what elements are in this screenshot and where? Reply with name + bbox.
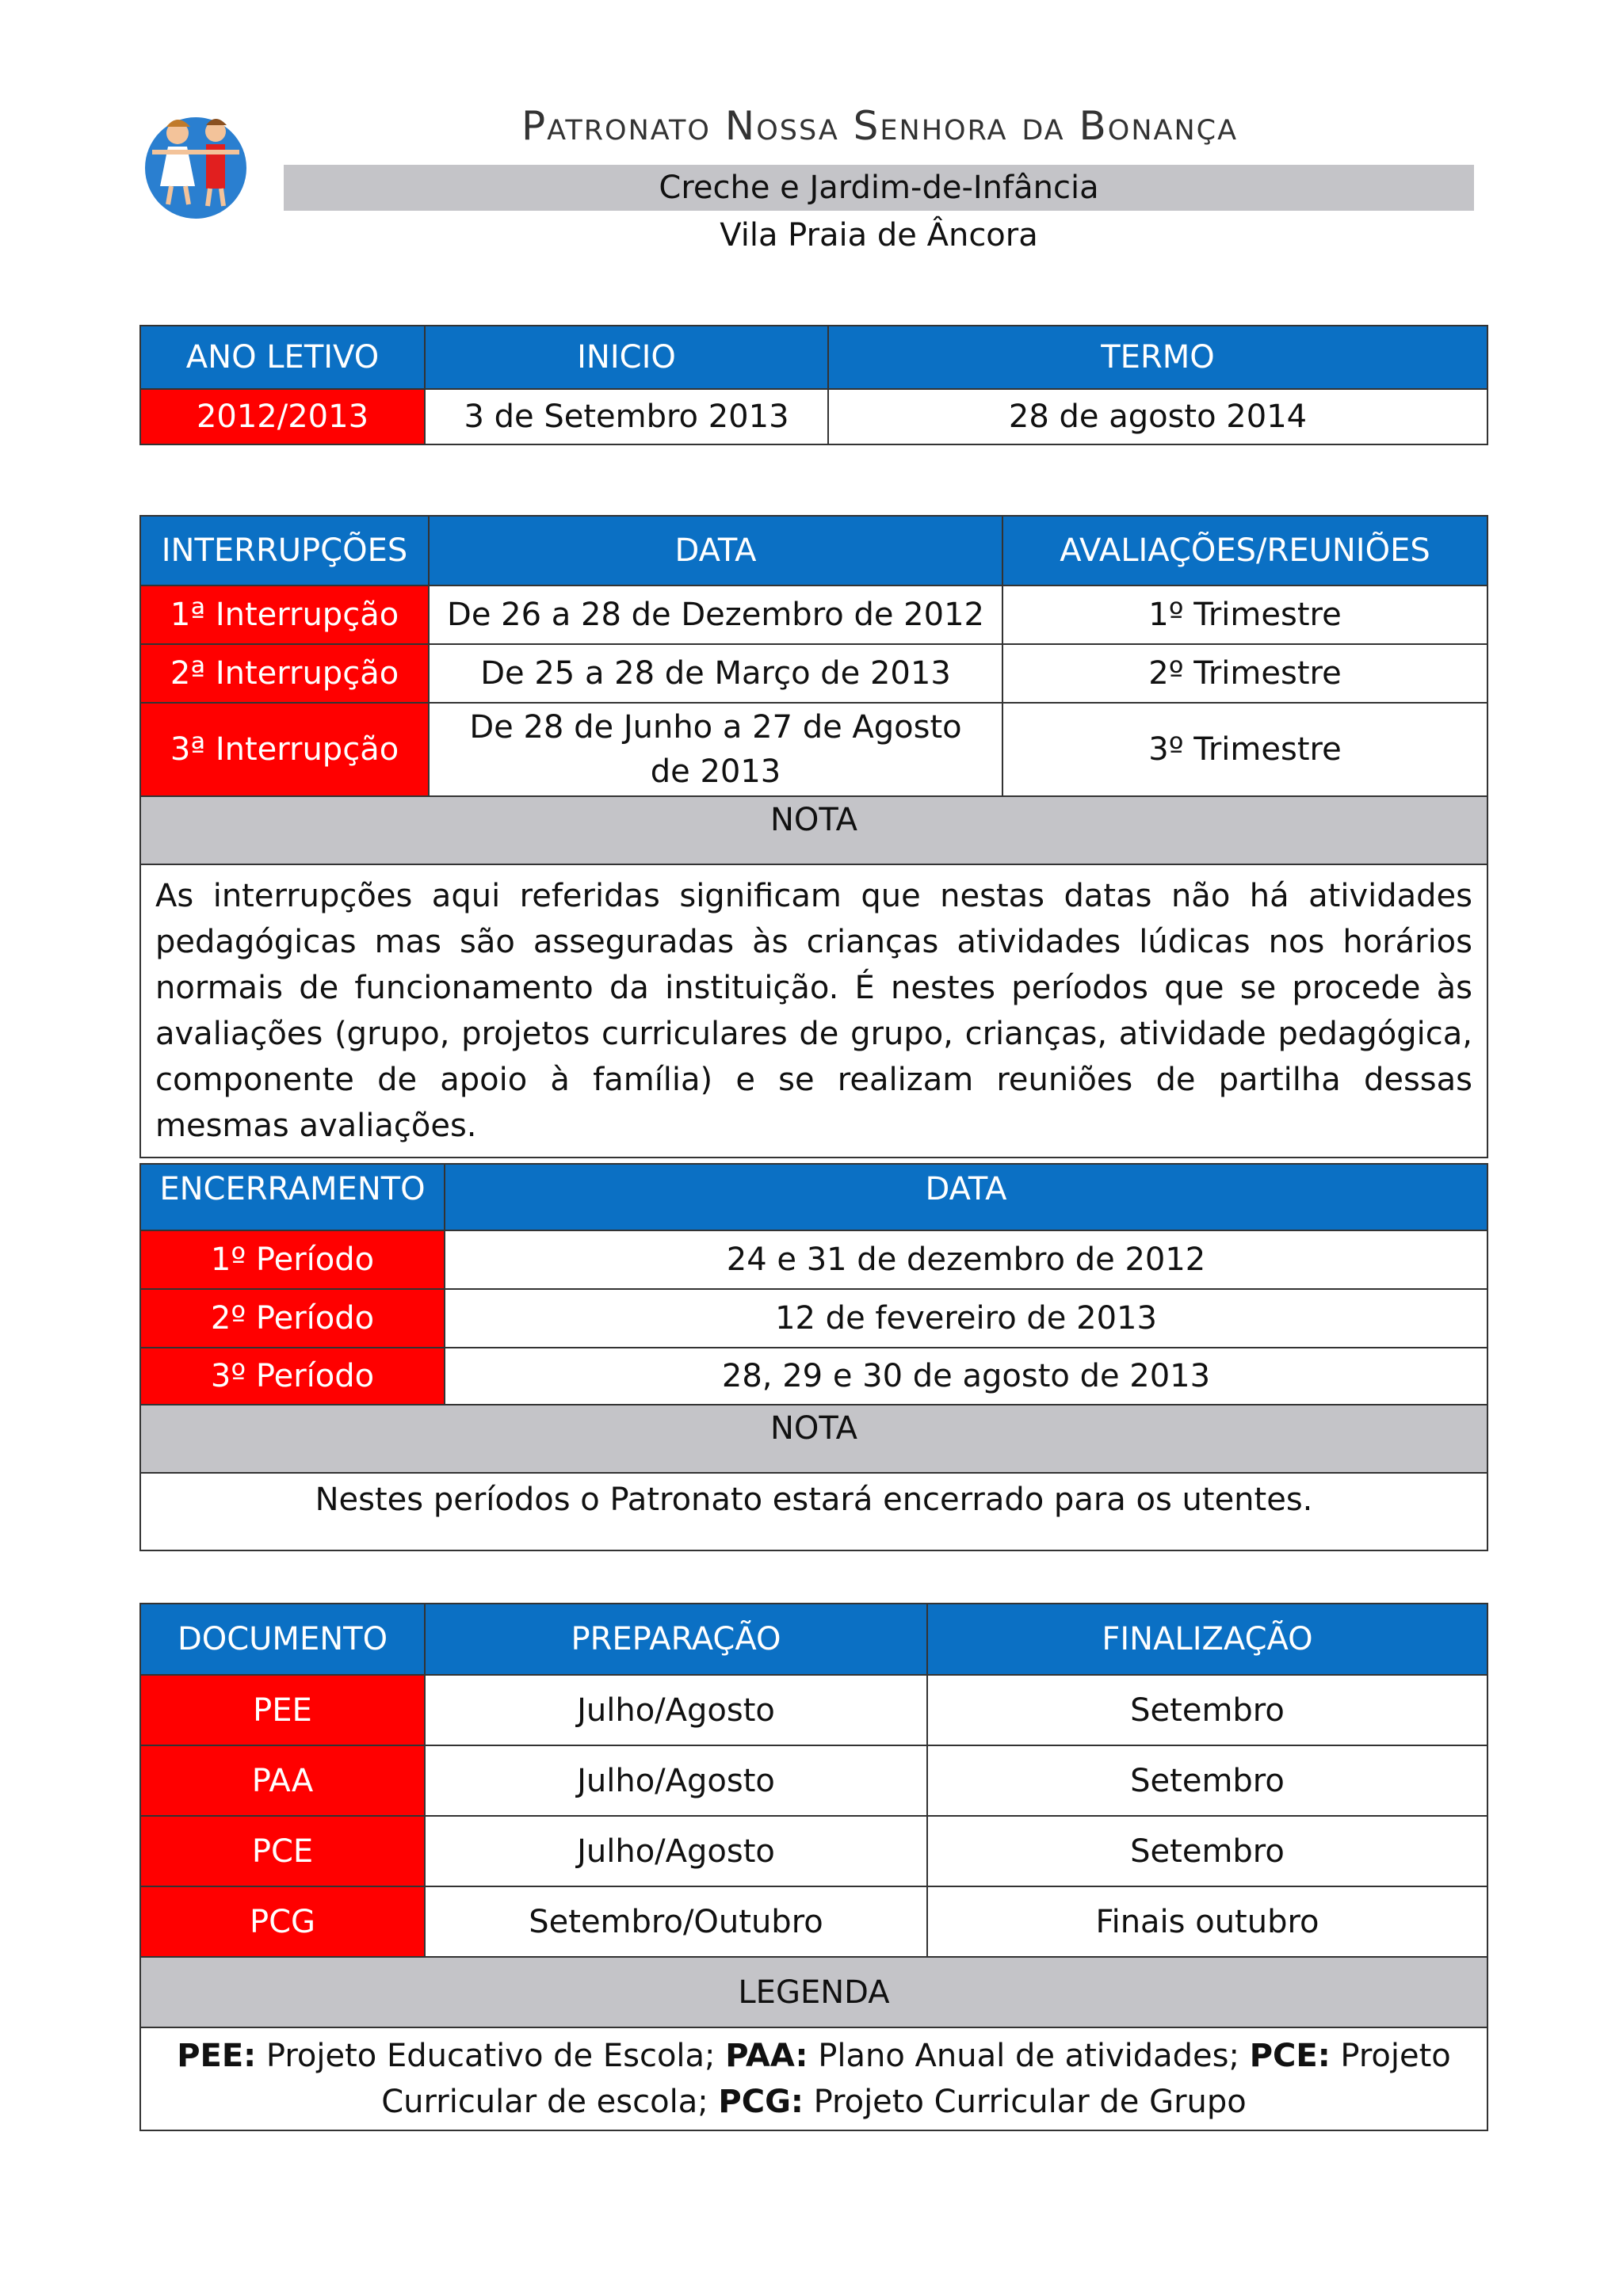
closure-date: 12 de fevereiro de 2013 — [445, 1289, 1487, 1348]
document-finalization: Setembro — [927, 1816, 1487, 1886]
closure-label: 2º Período — [140, 1289, 445, 1348]
document-preparation: Julho/Agosto — [425, 1745, 927, 1816]
document-finalization: Finais outubro — [927, 1886, 1487, 1957]
document-name: PEE — [140, 1675, 425, 1745]
interruption-date: De 25 a 28 de Março de 2013 — [429, 644, 1002, 703]
legend-abbr: PCE: — [1249, 2038, 1331, 2074]
closures-table — [139, 1163, 1488, 1551]
document-name: PCE — [140, 1816, 425, 1886]
legend — [140, 2027, 1487, 2130]
document-finalization: Setembro — [927, 1745, 1487, 1816]
closure-label: 1º Período — [140, 1230, 445, 1289]
interruption-date: De 28 de Junho a 27 de Agosto de 2013 — [429, 703, 1002, 796]
legend-abbr: PCG: — [718, 2084, 804, 2120]
interruption-evaluation: 2º Trimestre — [1002, 644, 1487, 703]
header-ano-letivo: ANO LETIVO — [140, 326, 425, 389]
interruption-label: 2ª Interrupção — [140, 644, 429, 703]
closure-date: 28, 29 e 30 de agosto de 2013 — [445, 1348, 1487, 1405]
header-documento: DOCUMENTO — [140, 1604, 425, 1675]
interruption-label: 1ª Interrupção — [140, 585, 429, 644]
legend-abbr: PAA: — [725, 2038, 808, 2074]
header-finalizacao: FINALIZAÇÃO — [927, 1604, 1487, 1675]
note-title: NOTA — [140, 796, 1487, 864]
location-line: Vila Praia de Âncora — [720, 217, 1038, 254]
header-preparacao: PREPARAÇÃO — [425, 1604, 927, 1675]
documents-table — [139, 1603, 1488, 2131]
header-interrupcoes: INTERRUPÇÕES — [140, 516, 429, 585]
school-year-table — [139, 325, 1488, 445]
interruptions-table — [139, 515, 1488, 1158]
header-encerramento: ENCERRAMENTO — [140, 1164, 445, 1230]
page-title: Patronato Nossa Senhora da Bonança — [521, 103, 1239, 149]
interruption-evaluation: 1º Trimestre — [1002, 585, 1487, 644]
interruption-label: 3ª Interrupção — [140, 703, 429, 796]
cell-inicio: 3 de Setembro 2013 — [425, 389, 828, 444]
closure-date: 24 e 31 de dezembro de 2012 — [445, 1230, 1487, 1289]
legend-text: Projeto Curricular de Grupo — [803, 2084, 1247, 2120]
interruption-evaluation: 3º Trimestre — [1002, 703, 1487, 796]
header-avaliacoes: AVALIAÇÕES/REUNIÕES — [1002, 516, 1487, 585]
document-preparation: Julho/Agosto — [425, 1816, 927, 1886]
interruption-date: De 26 a 28 de Dezembro de 2012 — [429, 585, 1002, 644]
subtitle-bar: Creche e Jardim-de-Infância — [284, 165, 1474, 211]
cell-termo: 28 de agosto 2014 — [828, 389, 1487, 444]
document-finalization: Setembro — [927, 1675, 1487, 1745]
document-preparation: Setembro/Outubro — [425, 1886, 927, 1957]
closures-note: Nestes períodos o Patronato estará encerrado para os utentes. — [140, 1473, 1487, 1550]
legend-text: Projeto Curricular de escola; — [381, 2038, 1451, 2120]
header-termo: TERMO — [828, 326, 1487, 389]
document-name: PCG — [140, 1886, 425, 1957]
document-name: PAA — [140, 1745, 425, 1816]
document-preparation: Julho/Agosto — [425, 1675, 927, 1745]
legend-title: LEGENDA — [140, 1957, 1487, 2027]
legend-abbr: PEE: — [177, 2038, 257, 2074]
interruptions-note: As interrupções aqui referidas significam que nestas datas não há atividades pedagógicas mas são asseguradas às crianças atividades lúdicas nos horários normais de funcionamento da instituição. É nestes períodos que se procede às avaliações (grupo, projetos curriculares de grupo, crianças, atividade pedagógica, componente de apoio à família) e se realizam reuniões de partilha dessas mesmas avaliações. — [140, 864, 1487, 1158]
closure-label: 3º Período — [140, 1348, 445, 1405]
legend-text: Projeto Educativo de Escola; — [256, 2038, 726, 2074]
cell-ano-letivo: 2012/2013 — [140, 389, 425, 444]
note-title: NOTA — [140, 1405, 1487, 1473]
header-data: DATA — [445, 1164, 1487, 1230]
header-data: DATA — [429, 516, 1002, 585]
legend-text: Plano Anual de atividades; — [808, 2038, 1250, 2074]
logo — [136, 103, 255, 222]
header-inicio: INICIO — [425, 326, 828, 389]
